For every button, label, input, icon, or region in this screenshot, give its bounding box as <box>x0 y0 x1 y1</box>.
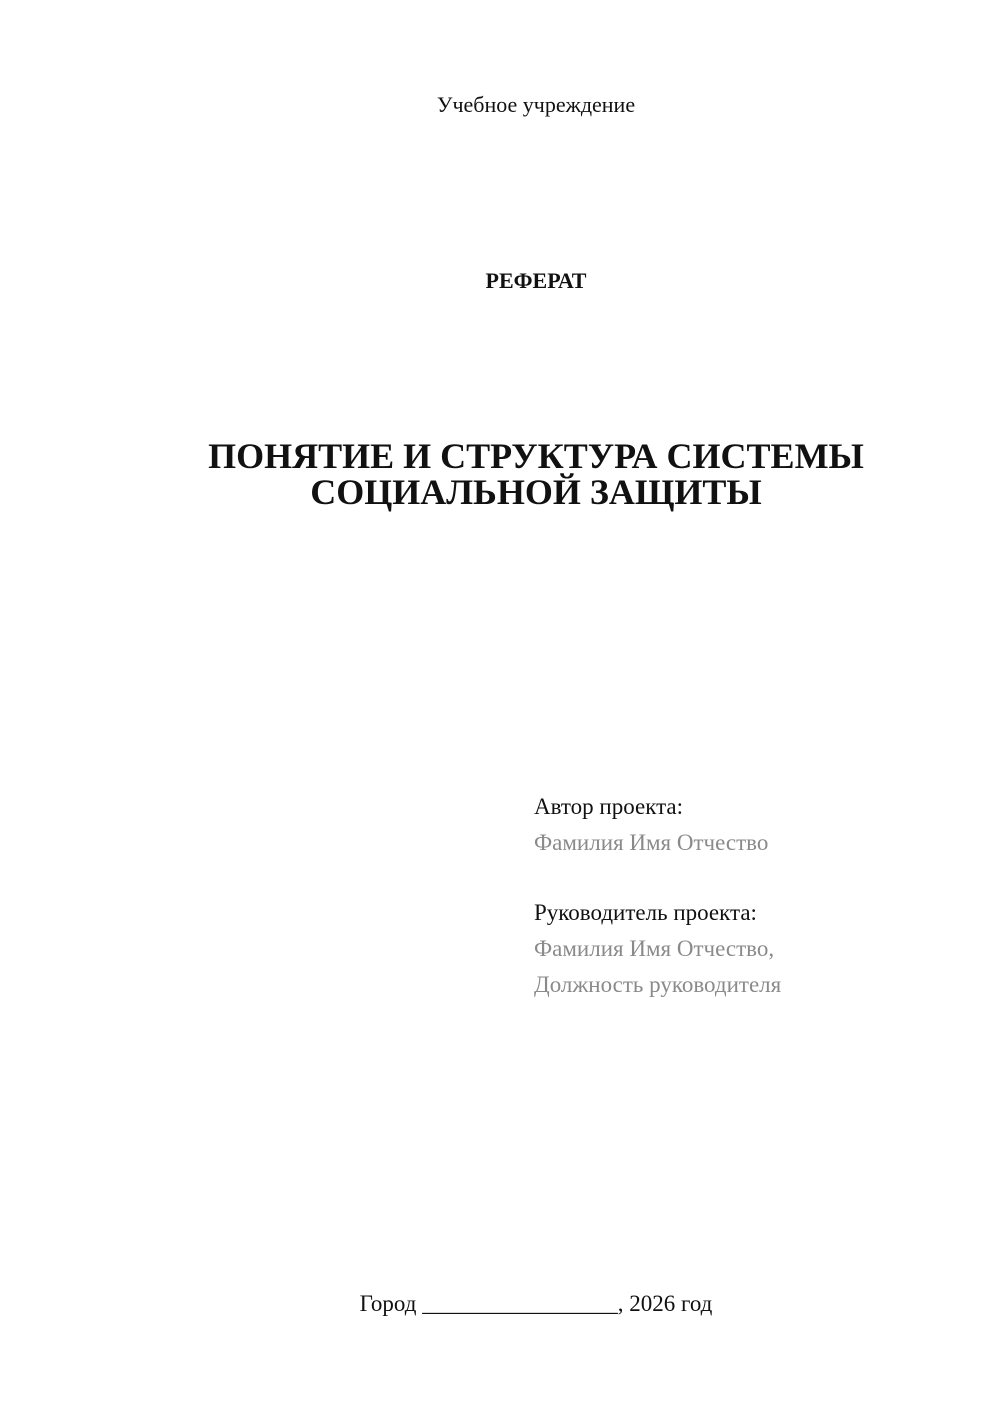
author-label: Автор проекта: <box>534 794 683 819</box>
credits-spacer <box>534 861 974 895</box>
author-name: Фамилия Имя Отчество <box>534 830 769 855</box>
title-line-1: ПОНЯТИЕ И СТРУКТУРА СИСТЕМЫ <box>208 436 864 476</box>
supervisor-name: Фамилия Имя Отчество, <box>534 936 775 961</box>
supervisor-position: Должность руководителя <box>534 972 782 997</box>
institution-name: Учебное учреждение <box>436 92 636 117</box>
document-type: РЕФЕРАТ <box>485 268 587 293</box>
supervisor-label: Руководитель проекта: <box>534 900 757 925</box>
credits-block <box>534 789 974 1003</box>
city-year-line: Город _________________, 2026 год <box>359 1291 713 1316</box>
title-line-2: СОЦИАЛЬНОЙ ЗАЩИТЫ <box>310 472 762 512</box>
document-title <box>120 438 952 510</box>
